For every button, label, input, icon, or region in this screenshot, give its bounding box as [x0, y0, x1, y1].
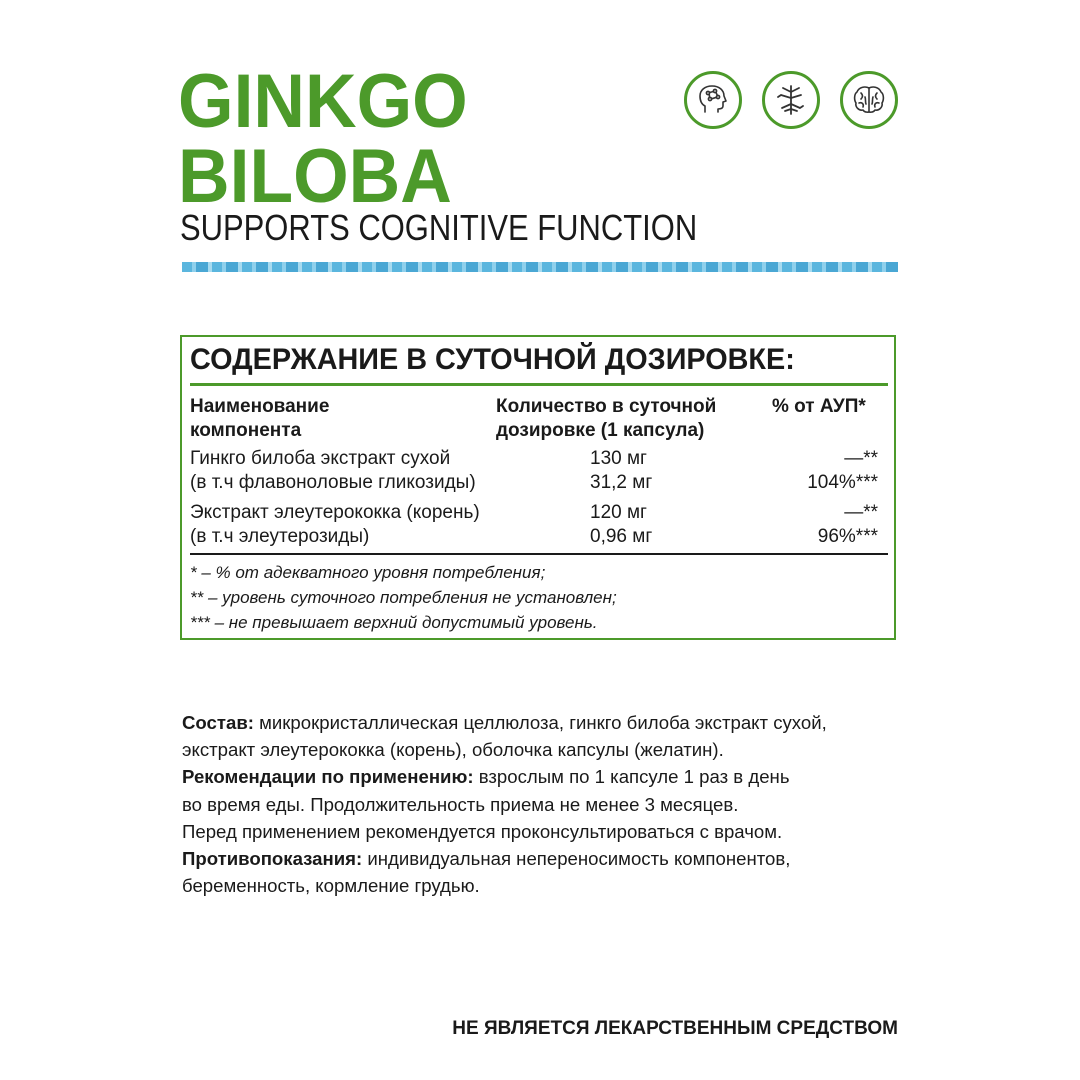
table-row-name: Гинкго билоба экстракт сухой	[190, 448, 451, 469]
head-brain-icon	[684, 71, 742, 129]
column-header-quantity	[496, 395, 716, 443]
table-row-quantity: 130 мг	[590, 448, 647, 469]
column-header-name	[190, 395, 329, 443]
table-row-quantity: 31,2 мг	[590, 472, 653, 493]
usage-line1	[182, 763, 922, 790]
table-row-name: (в т.ч элеутерозиды)	[190, 526, 370, 547]
composition-text: микрокристаллическая целлюлоза, гинкго билоба экстракт сухой,	[253, 712, 827, 733]
panel-title: СОДЕРЖАНИЕ В СУТОЧНОЙ ДОЗИРОВКЕ:	[190, 343, 795, 376]
composition-line1	[182, 709, 922, 736]
product-info-block	[182, 709, 922, 899]
brain-icon	[840, 71, 898, 129]
product-title-line1: GINKGO	[178, 59, 468, 144]
column-header-quantity-line2: дозировке (1 капсула)	[496, 420, 705, 441]
usage-line2: во время еды. Продолжительность приема не менее 3 месяцев.	[182, 793, 739, 815]
footnote: * – % от адекватного уровня потребления;	[190, 563, 546, 582]
table-row-percent: 104%***	[807, 472, 878, 493]
table-row-quantity: 0,96 мг	[590, 526, 653, 547]
usage-text: взрослым по 1 капсуле 1 раз в день	[473, 766, 790, 788]
contraindications-line2: беременность, кормление грудью.	[182, 875, 480, 897]
composition-line2: экстракт элеутерококка (корень), оболочка капсулы (желатин).	[182, 739, 724, 761]
column-header-quantity-line1: Количество в суточной	[496, 396, 717, 417]
contraindications-text: индивидуальная непереносимость компонентов,	[362, 848, 791, 870]
footnote: ** – уровень суточного потребления не установлен;	[190, 588, 617, 607]
usage-line3: Перед применением рекомендуется проконсультироваться с врачом.	[182, 820, 783, 842]
daily-dose-panel	[180, 335, 896, 640]
table-row-quantity: 120 мг	[590, 502, 647, 523]
column-header-name-line2: компонента	[190, 420, 302, 441]
not-medicine-notice: НЕ ЯВЛЯЕТСЯ ЛЕКАРСТВЕННЫМ СРЕДСТВОМ	[452, 1018, 898, 1039]
table-row-name: (в т.ч флавоноловые гликозиды)	[190, 472, 476, 493]
contraindications-line1	[182, 845, 922, 872]
product-title-line2: BILOBA	[178, 134, 452, 219]
table-row-name: Экстракт элеутерококка (корень)	[190, 502, 480, 523]
table-row-percent: —**	[844, 448, 878, 469]
table-bottom-divider	[190, 553, 888, 555]
decorative-stripe	[182, 262, 898, 272]
product-subtitle: SUPPORTS COGNITIVE FUNCTION	[180, 207, 698, 248]
table-row-percent: —**	[844, 502, 878, 523]
contraindications-label: Противопоказания:	[182, 848, 363, 870]
table-row-percent: 96%***	[817, 526, 878, 547]
column-header-name-line1: Наименование	[190, 396, 330, 417]
nerve-cell-icon	[762, 71, 820, 129]
footnote: *** – не превышает верхний допустимый уровень.	[190, 613, 598, 632]
composition-label: Состав:	[182, 712, 254, 733]
panel-title-divider	[190, 383, 888, 386]
usage-label: Рекомендации по применению:	[182, 766, 474, 788]
column-header-percent: % от АУП*	[772, 396, 866, 417]
